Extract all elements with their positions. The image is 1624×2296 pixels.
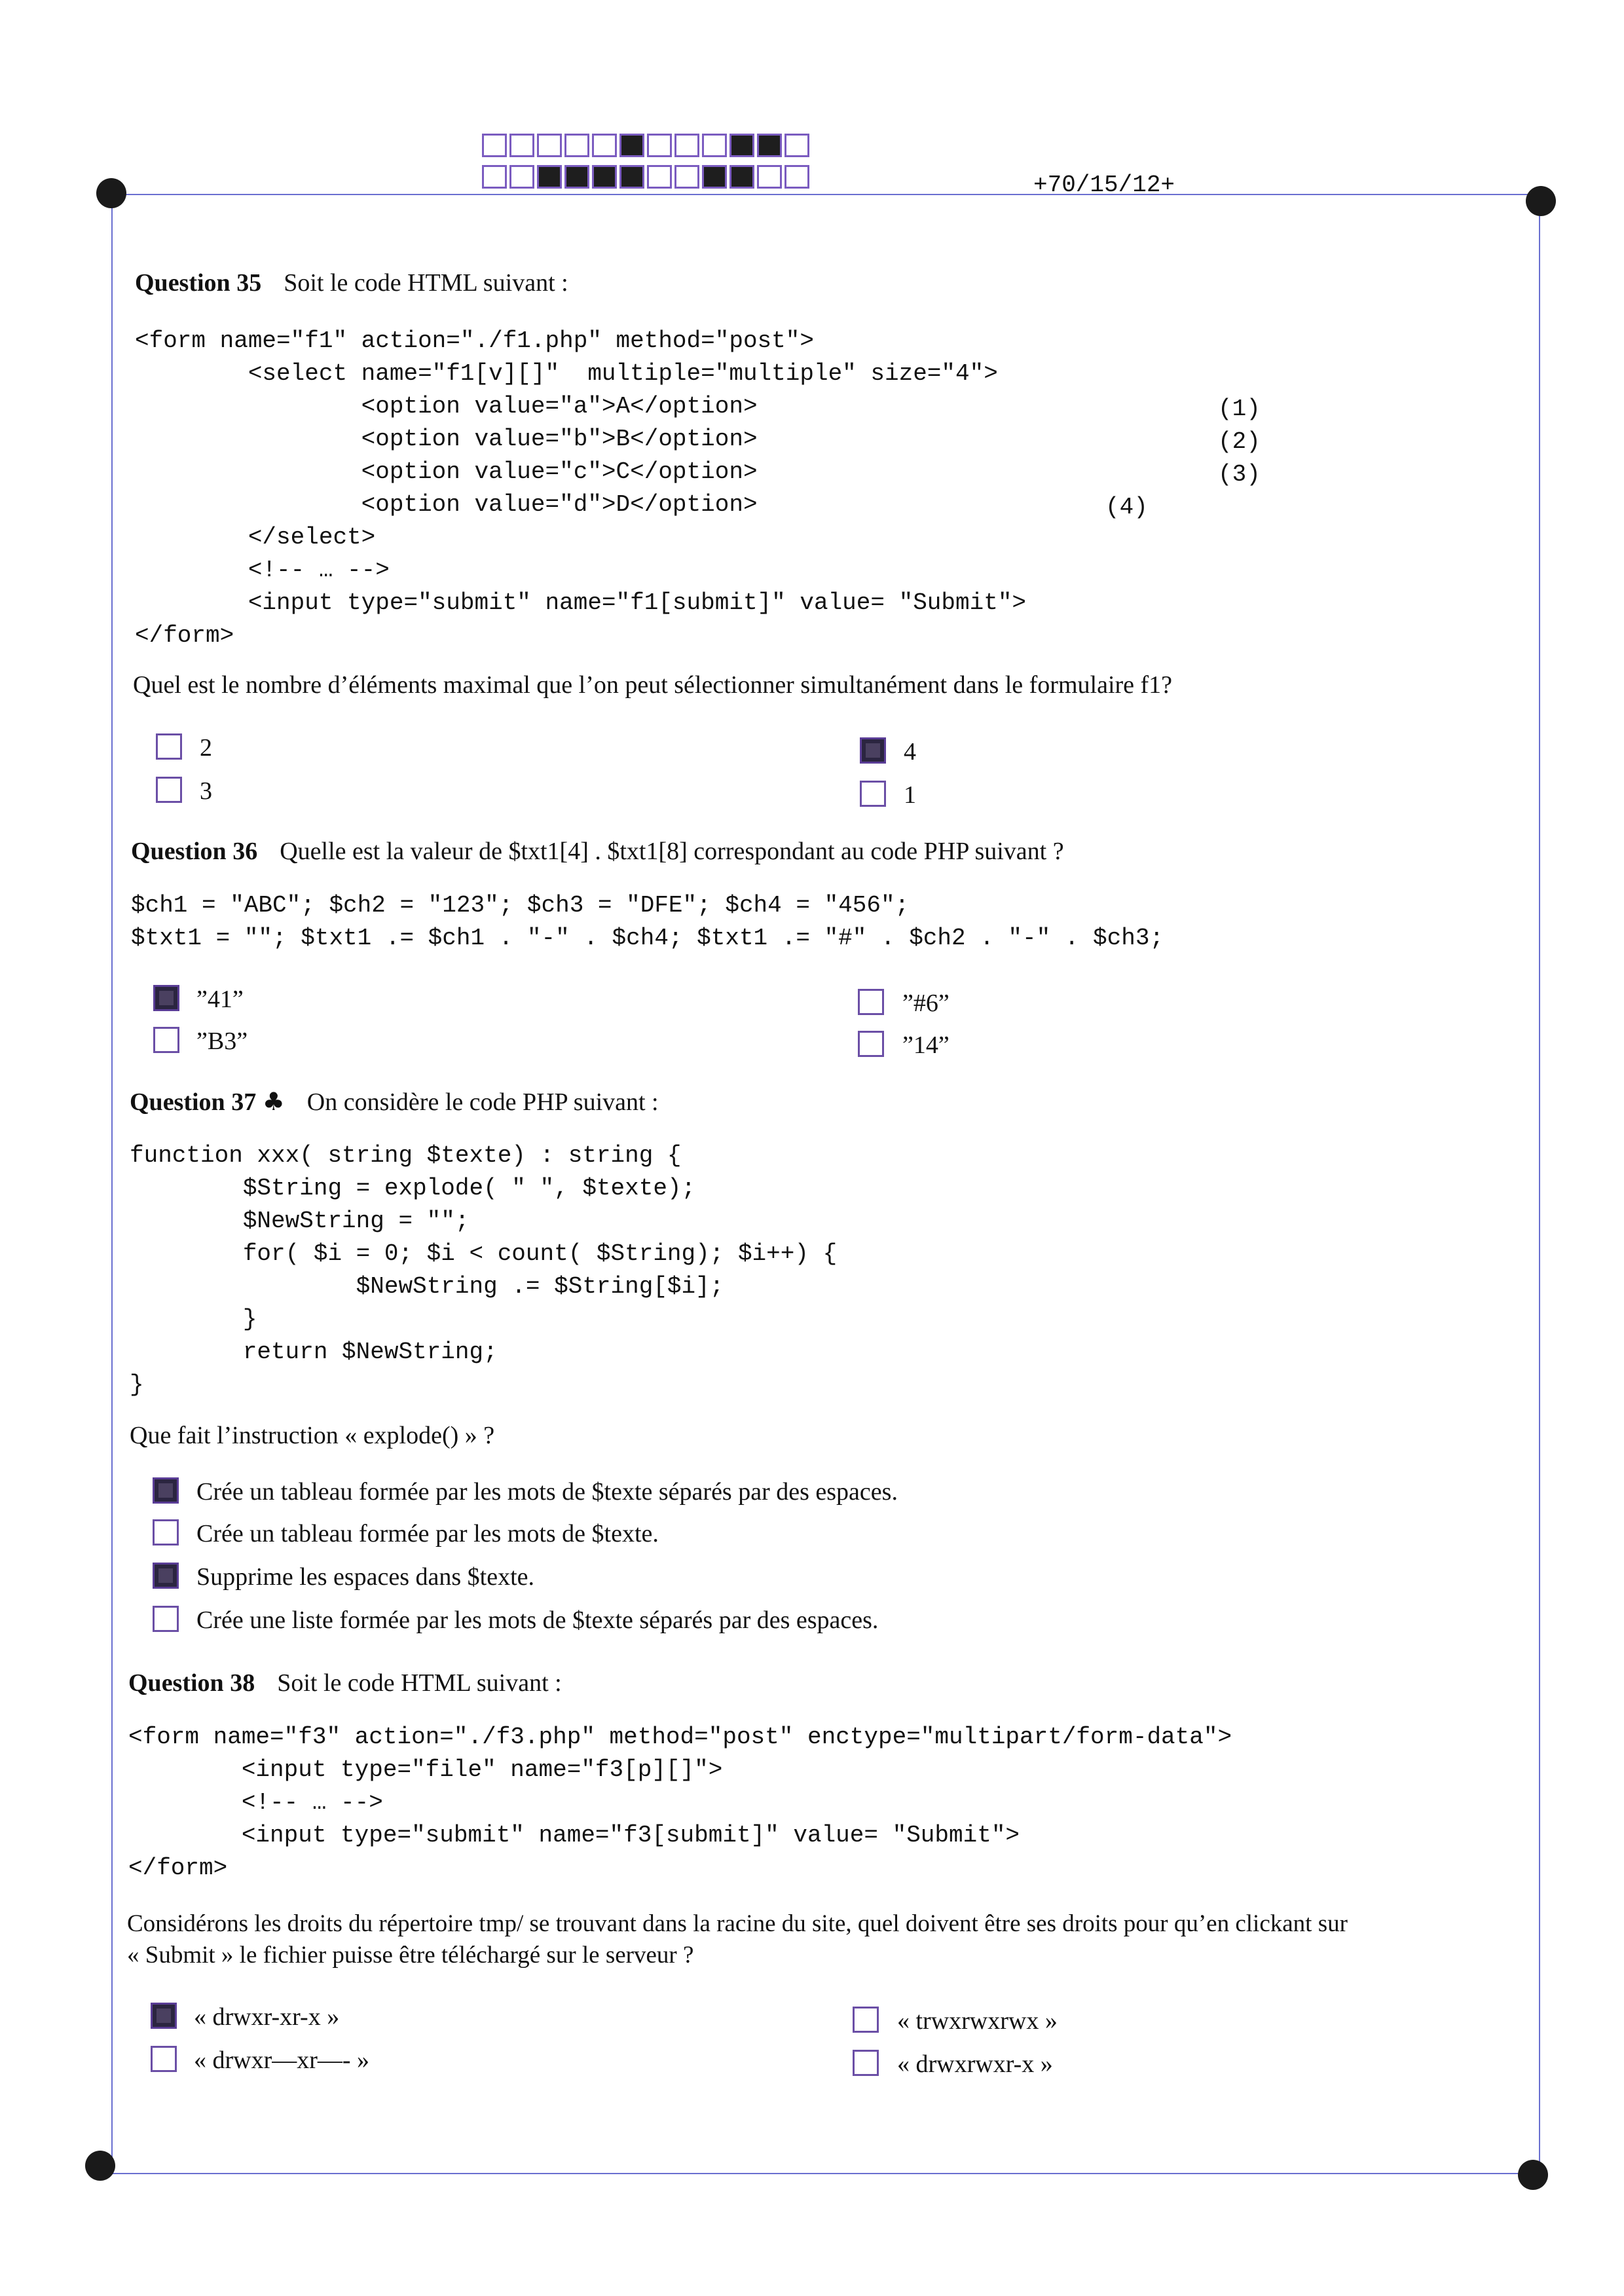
barcode-cell <box>482 134 507 157</box>
barcode-cell <box>702 165 727 189</box>
q38-answer-drwxrwxr-x-label: « drwxrwxr-x » <box>897 2050 1053 2078</box>
q35-line-number: (1) <box>1218 396 1261 422</box>
corner-marker-bottom-left <box>85 2151 115 2181</box>
club-symbol: ♣ <box>262 1087 285 1116</box>
frame-right-line <box>1539 200 1540 2177</box>
q38-prompt: Soit le code HTML suivant : <box>277 1669 562 1697</box>
q38-code-line: <!-- … --> <box>128 1789 383 1816</box>
barcode-cell <box>729 134 754 157</box>
q36-code-line-2: $txt1 = ""; $txt1 .= $ch1 . "-" . $ch4; $txt1 .= "#" . $ch2 . "-" . $ch3; <box>131 925 1164 952</box>
barcode-cell <box>564 134 589 157</box>
q37-code-line: for( $i = 0; $i < count( $String); $i++) { <box>130 1240 838 1267</box>
barcode-cell <box>757 134 782 157</box>
q37-code-line: return $NewString; <box>130 1339 498 1365</box>
q35-line-number: (4) <box>1105 494 1148 521</box>
q37-answer-a-label: Crée un tableau formée par les mots de $texte séparés par des espaces. <box>196 1478 898 1506</box>
barcode-row-1 <box>482 134 812 157</box>
q38-code-line: <input type="submit" name="f3[submit]" value= "Submit"> <box>128 1822 1020 1849</box>
q37-code-line: } <box>130 1371 144 1398</box>
q36-answer-41-label: ”41” <box>196 986 244 1013</box>
frame-top-line <box>111 194 1544 195</box>
q35-answer-1-checkbox[interactable] <box>860 781 886 807</box>
barcode-cell <box>647 165 672 189</box>
q35-answer-4-label: 4 <box>904 738 916 766</box>
q35-code-line: </select> <box>135 524 376 551</box>
q37-code-line: function xxx( string $texte) : string { <box>130 1142 682 1169</box>
q38-code-line: <form name="f3" action="./f3.php" method="post" enctype="multipart/form-data"> <box>128 1724 1232 1750</box>
q38-answer-drwxrwxr-x-checkbox[interactable] <box>853 2050 879 2076</box>
barcode-cell <box>647 134 672 157</box>
q37-title <box>130 1087 659 1117</box>
barcode-cell <box>674 134 699 157</box>
q35-answer-3-checkbox[interactable] <box>156 777 182 803</box>
barcode-cell <box>757 165 782 189</box>
q35-answer-1-label: 1 <box>904 781 916 809</box>
frame-left-line <box>111 194 113 2172</box>
q38-answer-drwxr-xr-x-label: « drwxr-xr-x » <box>194 2003 340 2031</box>
q35-prompt: Soit le code HTML suivant : <box>284 269 568 297</box>
q35-answer-4-checkbox[interactable] <box>860 737 886 764</box>
barcode-cell <box>674 165 699 189</box>
q37-code-line: $NewString .= $String[$i]; <box>130 1273 724 1300</box>
corner-marker-top-left <box>96 178 126 208</box>
q35-answer-2-checkbox[interactable] <box>156 733 182 760</box>
q35-number: Question 35 <box>135 269 262 297</box>
corner-marker-bottom-right <box>1518 2160 1548 2190</box>
q38-answer-trwxrwxrwx-label: « trwxrwxrwx » <box>897 2007 1058 2035</box>
q36-answer-b3-checkbox[interactable] <box>153 1027 179 1053</box>
q36-answer-hash6-checkbox[interactable] <box>858 989 884 1015</box>
barcode-cell <box>729 165 754 189</box>
q35-code-line: <form name="f1" action="./f1.php" method="post"> <box>135 327 814 354</box>
q38-code-line: <input type="file" name="f3[p][]"> <box>128 1756 723 1783</box>
q37-answer-b-checkbox[interactable] <box>153 1519 179 1546</box>
barcode-cell <box>509 165 534 189</box>
q35-code-line: <!-- … --> <box>135 557 390 583</box>
q38-answer-drwxr-xr-dash-checkbox[interactable] <box>151 2046 177 2072</box>
q37-question: Que fait l’instruction « explode() » ? <box>130 1422 495 1449</box>
q38-answer-drwxr-xr-dash-label: « drwxr—xr—- » <box>194 2046 370 2074</box>
q36-number: Question 36 <box>131 838 258 865</box>
copy-id: +70/15/12+ <box>1033 172 1175 198</box>
q36-title <box>131 837 1064 866</box>
barcode-cell <box>592 165 617 189</box>
q36-answer-hash6-label: ”#6” <box>902 990 950 1017</box>
q38-answer-drwxr-xr-x-checkbox[interactable] <box>151 2003 177 2029</box>
barcode-cell <box>702 134 727 157</box>
q36-answer-41-checkbox[interactable] <box>153 985 179 1011</box>
barcode-cell <box>784 134 809 157</box>
q35-line-number: (2) <box>1218 428 1261 455</box>
barcode-cell <box>537 165 562 189</box>
q35-code-line: <select name="f1[v][]" multiple="multiple" size="4"> <box>135 360 998 387</box>
q35-question: Quel est le nombre d’éléments maximal que l’on peut sélectionner simultanément dans le formulaire f1? <box>133 671 1173 699</box>
q35-code-line: <input type="submit" name="f1[submit]" value= "Submit"> <box>135 589 1027 616</box>
barcode-cell <box>482 165 507 189</box>
q37-code-line: $NewString = ""; <box>130 1208 470 1234</box>
barcode-cell <box>784 165 809 189</box>
barcode-cell <box>619 165 644 189</box>
barcode-cell <box>619 134 644 157</box>
q38-question-line-2: « Submit » le fichier puisse être téléchargé sur le serveur ? <box>127 1942 694 1969</box>
q37-code-line: $String = explode( " ", $texte); <box>130 1175 696 1202</box>
q36-code-line-1: $ch1 = "ABC"; $ch2 = "123"; $ch3 = "DFE"; $ch4 = "456"; <box>131 892 910 919</box>
q35-code-line: <option value="a">A</option> <box>135 393 758 420</box>
q36-prompt: Quelle est la valeur de $txt1[4] . $txt1[8] correspondant au code PHP suivant ? <box>280 838 1064 865</box>
q37-answer-b-label: Crée un tableau formée par les mots de $texte. <box>196 1520 659 1547</box>
q37-answer-d-checkbox[interactable] <box>153 1606 179 1632</box>
barcode-cell <box>592 134 617 157</box>
q37-code-line: } <box>130 1306 257 1333</box>
barcode-cell <box>537 134 562 157</box>
q35-answer-3-label: 3 <box>200 777 212 805</box>
q37-answer-c-checkbox[interactable] <box>153 1563 179 1589</box>
q36-answer-14-checkbox[interactable] <box>858 1031 884 1057</box>
q37-answer-a-checkbox[interactable] <box>153 1477 179 1504</box>
barcode-row-2 <box>482 165 812 189</box>
q37-answer-d-label: Crée une liste formée par les mots de $texte séparés par des espaces. <box>196 1606 879 1634</box>
q35-answer-2-label: 2 <box>200 734 212 762</box>
corner-marker-top-right <box>1526 186 1556 216</box>
q36-answer-14-label: ”14” <box>902 1031 950 1059</box>
q38-question-line-1: Considérons les droits du répertoire tmp/ se trouvant dans la racine du site, quel doivent être ses droits pour qu’en clickant sur <box>127 1910 1348 1937</box>
q35-code-line: </form> <box>135 622 234 649</box>
q37-answer-c-label: Supprime les espaces dans $texte. <box>196 1563 535 1591</box>
q35-line-number: (3) <box>1218 461 1261 488</box>
q38-answer-trwxrwxrwx-checkbox[interactable] <box>853 2007 879 2033</box>
q35-code-line: <option value="d">D</option> <box>135 491 758 518</box>
q37-prompt: On considère le code PHP suivant : <box>306 1088 659 1116</box>
q35-code-line: <option value="c">C</option> <box>135 458 758 485</box>
q38-number: Question 38 <box>128 1669 255 1697</box>
q38-title <box>128 1669 562 1697</box>
q36-answer-b3-label: ”B3” <box>196 1028 248 1055</box>
barcode-cell <box>509 134 534 157</box>
q37-number: Question 37 ♣ <box>130 1087 285 1116</box>
q35-title <box>135 268 568 297</box>
barcode-cell <box>564 165 589 189</box>
q38-code-line: </form> <box>128 1855 228 1881</box>
q35-code-line: <option value="b">B</option> <box>135 426 758 453</box>
frame-bottom-line <box>98 2173 1539 2174</box>
